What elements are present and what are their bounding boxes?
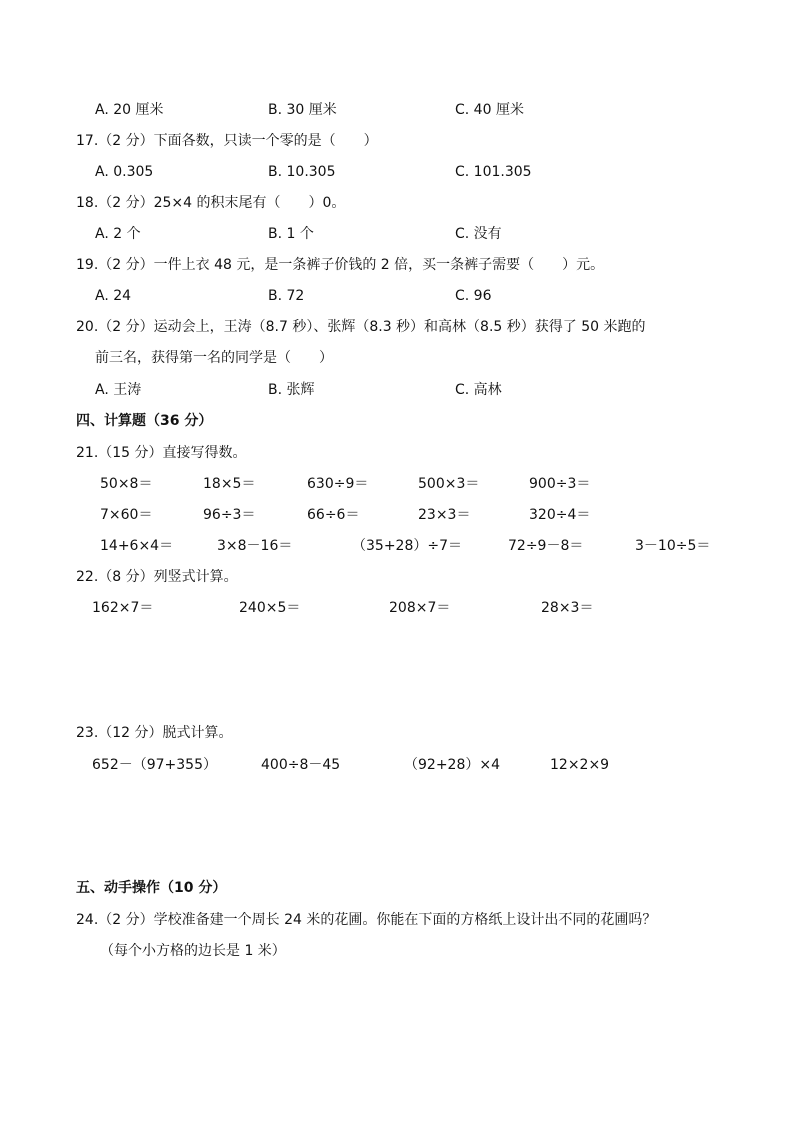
vertical-calc-item: 162×7＝ bbox=[92, 600, 154, 616]
arithmetic-item: 900÷3＝ bbox=[529, 476, 591, 492]
option-a: A. 2 个 bbox=[95, 226, 141, 242]
stepwise-calc-item: （92+28）×4 bbox=[404, 757, 500, 773]
option-b: B. 72 bbox=[268, 288, 305, 304]
option-a: A. 24 bbox=[95, 288, 132, 304]
option-a: A. 王涛 bbox=[95, 382, 142, 398]
vertical-calc-item: 240×5＝ bbox=[239, 600, 301, 616]
option-c: C. 101.305 bbox=[455, 164, 532, 180]
question-17: 17.（2 分）下面各数，只读一个零的是（ ） bbox=[76, 133, 378, 149]
option-b: B. 1 个 bbox=[268, 226, 314, 242]
stepwise-calc-item: 652－（97+355） bbox=[92, 757, 217, 773]
arithmetic-item: 50×8＝ bbox=[100, 476, 153, 492]
question-18: 18.（2 分）25×4 的积末尾有（ ）0。 bbox=[76, 195, 346, 211]
arithmetic-item: 72÷9－8＝ bbox=[508, 538, 584, 554]
arithmetic-item: 630÷9＝ bbox=[307, 476, 369, 492]
option-b: B. 张辉 bbox=[268, 382, 315, 398]
question-20: 20.（2 分）运动会上，王涛（8.7 秒）、张辉（8.3 秒）和高林（8.5 秒）获得了 50 米跑的 bbox=[76, 319, 646, 335]
arithmetic-item: 3－10÷5＝ bbox=[635, 538, 711, 554]
option-a: A. 0.305 bbox=[95, 164, 154, 180]
stepwise-calc-item: 400÷8－45 bbox=[261, 757, 341, 773]
arithmetic-item: （35+28）÷7＝ bbox=[352, 538, 462, 554]
vertical-calc-item: 28×3＝ bbox=[541, 600, 594, 616]
option-c: C. 40 厘米 bbox=[455, 102, 524, 118]
question-20-continued: 前三名，获得第一名的同学是（ ） bbox=[95, 350, 333, 366]
option-a: A. 20 厘米 bbox=[95, 102, 164, 118]
option-c: C. 没有 bbox=[455, 226, 502, 242]
option-b: B. 30 厘米 bbox=[268, 102, 337, 118]
option-c: C. 高林 bbox=[455, 382, 502, 398]
arithmetic-item: 14+6×4＝ bbox=[100, 538, 174, 554]
option-c: C. 96 bbox=[455, 288, 492, 304]
question-19: 19.（2 分）一件上衣 48 元，是一条裤子价钱的 2 倍，买一条裤子需要（ ）元。 bbox=[76, 257, 605, 273]
question-22: 22.（8 分）列竖式计算。 bbox=[76, 569, 238, 585]
section-heading: 五、动手操作（10 分） bbox=[76, 880, 227, 896]
arithmetic-item: 18×5＝ bbox=[203, 476, 256, 492]
stepwise-calc-item: 12×2×9 bbox=[550, 757, 610, 773]
arithmetic-item: 66÷6＝ bbox=[307, 507, 360, 523]
question-21: 21.（15 分）直接写得数。 bbox=[76, 445, 247, 461]
arithmetic-item: 500×3＝ bbox=[418, 476, 480, 492]
question-24: 24.（2 分）学校准备建一个周长 24 米的花圃。你能在下面的方格纸上设计出不同的花圃吗？ bbox=[76, 912, 657, 928]
arithmetic-item: 7×60＝ bbox=[100, 507, 153, 523]
arithmetic-item: 96÷3＝ bbox=[203, 507, 256, 523]
section-heading: 四、计算题（36 分） bbox=[76, 413, 213, 429]
arithmetic-item: 23×3＝ bbox=[418, 507, 471, 523]
arithmetic-item: 320÷4＝ bbox=[529, 507, 591, 523]
arithmetic-item: 3×8－16＝ bbox=[217, 538, 293, 554]
option-b: B. 10.305 bbox=[268, 164, 336, 180]
question-24-note: （每个小方格的边长是 1 米） bbox=[100, 943, 286, 959]
vertical-calc-item: 208×7＝ bbox=[389, 600, 451, 616]
question-23: 23.（12 分）脱式计算。 bbox=[76, 725, 233, 741]
